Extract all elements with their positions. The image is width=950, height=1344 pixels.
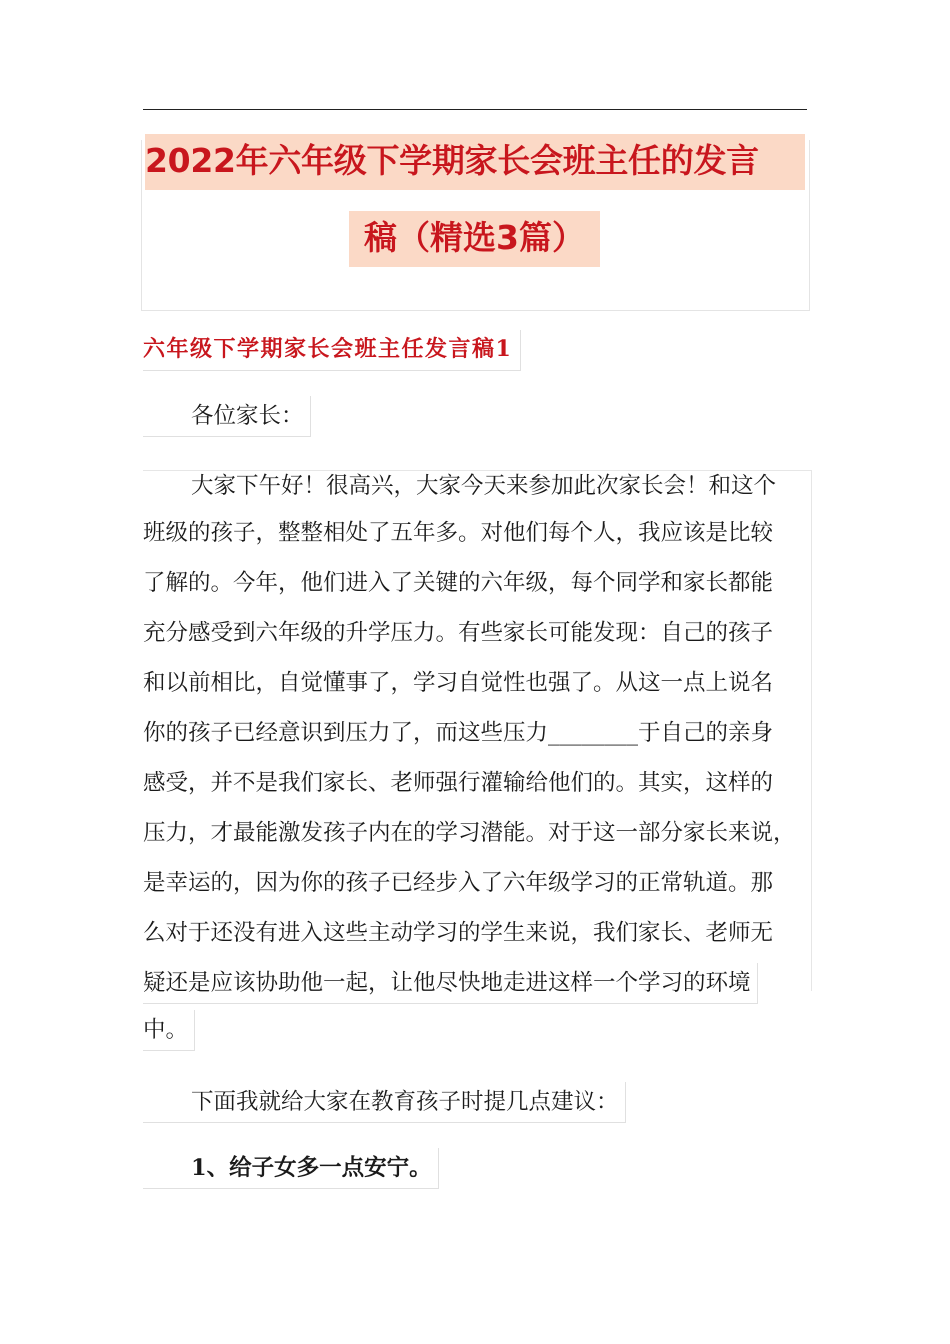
paragraph-line: 你的孩子已经意识到压力了，而这些压力________于自己的亲身 (143, 720, 774, 746)
header-rule (143, 109, 807, 110)
paragraph-line: 感受，并不是我们家长、老师强行灌输给他们的。其实，这样的 (143, 770, 774, 796)
document-title-line-1: 2022年六年级下学期家长会班主任的发言 (145, 134, 805, 190)
paragraph-line: 是幸运的，因为你的孩子已经步入了六年级学习的正常轨道。那 (143, 870, 774, 896)
suggestions-intro: 下面我就给大家在教育孩子时提几点建议： (143, 1082, 626, 1123)
salutation: 各位家长： (143, 396, 311, 437)
paragraph-line: 么对于还没有进入这些主动学习的学生来说，我们家长、老师无 (143, 920, 774, 946)
paragraph-line: 疑还是应该协助他一起，让他尽快地走进这样一个学习的环境 (143, 963, 758, 1004)
paragraph-line: 充分感受到六年级的升学压力。有些家长可能发现：自己的孩子 (143, 620, 774, 646)
paragraph-line: 大家下午好！很高兴，大家今天来参加此次家长会！和这个 (191, 473, 777, 499)
paragraph-line: 了解的。今年，他们进入了关键的六年级，每个同学和家长都能 (143, 570, 774, 596)
suggestion-item-1: 1、给子女多一点安宁。 (143, 1148, 439, 1189)
document-title-line-2: 稿（精选3篇） (349, 211, 600, 267)
section-heading: 六年级下学期家长会班主任发言稿1 (143, 330, 521, 371)
paragraph-line: 中。 (143, 1010, 195, 1051)
paragraph-line: 和以前相比，自觉懂事了，学习自觉性也强了。从这一点上说名 (143, 670, 774, 696)
paragraph-line: 压力，才最能激发孩子内在的学习潜能。对于这一部分家长来说， (143, 820, 796, 846)
paragraph-line: 班级的孩子，整整相处了五年多。对他们每个人，我应该是比较 (143, 520, 774, 546)
